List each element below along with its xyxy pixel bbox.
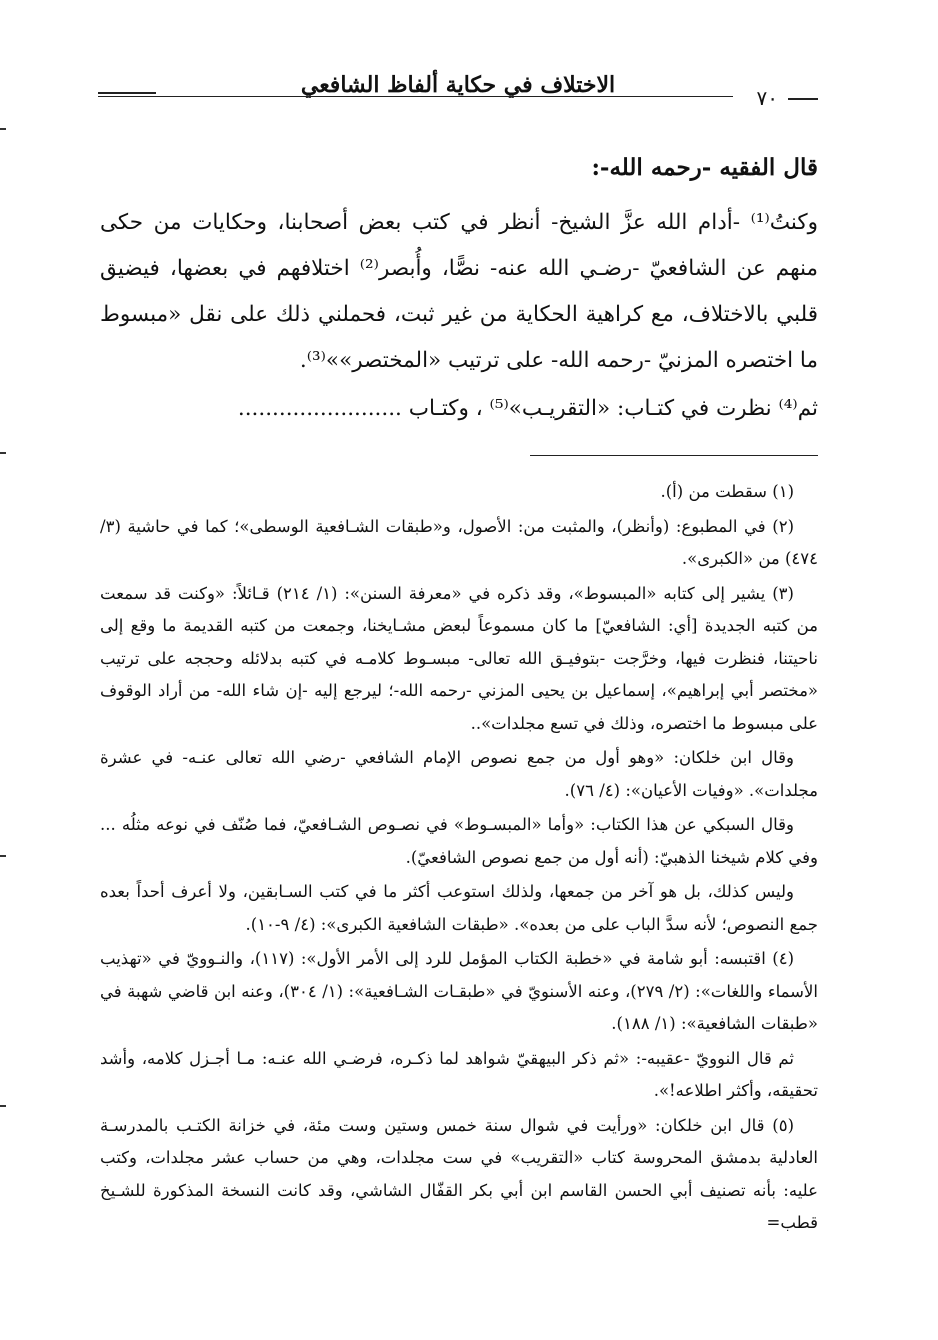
running-header [98,70,818,110]
footnote-3-cont-2: وقال السبكي عن هذا الكتاب: «وأما «المبسـوط» في نصـوص الشـافعيّ، فما صُنّف في نوعه مثلُه ... وفي كلام شيخنا الذهبيّ: (أنه أول من جمع نصوص الشافعيّ). [100,815,818,867]
footnote-5: (٥) قال ابن خلكان: «ورأيت في شوال سنة خمس وستين وست مئة، في خزانة الكتـب بالمدرسـة العادلية بدمشق المحروسة كتاب «التقريب» في ست مجلدات، وهي من حساب عشر مجلدات، وكتب عليه: بأنه تصنيف أبي الحسن القاسم ابن أبي بكر القفّال الشاشي، وقد كانت النسخة المذكورة للشـيخ قطب= [100,1115,818,1232]
margin-mark [0,452,6,454]
section-heading: قال الفقيه -رحمه الله-: [591,154,818,181]
footnote-4-cont: ثم قال النوويّ -عقيبه-: «ثم ذكر البيهقيّ شواهد لما ذكـره، فرضـي الله عنـه: مـا أجـزل كلامه، وأشد تحقيقه، وأكثر اطلاعه!». [100,1048,818,1100]
margin-mark [0,128,6,130]
margin-mark [0,1105,6,1107]
footnote-3: (٣) يشير إلى كتابه «المبسوط»، وقد ذكره في «معرفة السنن»: (١/ ٢١٤) قـائلاً: «وكنت قد سمعت من كتبه الجديدة [أي: الشافعيّ] ما كان مسموعاً لبعض مشـايخنا، وجمعت من كتبه القديمة ما وقع إلى ناحيتنا، فنظرت فيها، وخرَّجت -بتوفيـق الله تعالى- مبسـوط كلامـه في كتبه بدلائله وحججه على ترتيب «مختصر أبي إبراهيم»، إسماعيل بن يحيى المزني -رحمه الله-؛ ليرجع إليه -إن شاء الله- من أراد الوقوف على مبسوط ما اختصره، وذلك في تسع مجلدات».. [100,583,818,733]
footnote-1: (١) سقطت من (أ). [660,482,794,501]
footnotes [100,476,818,1242]
header-left-dash [98,92,156,94]
header-title: الاختلاف في حكاية ألفاظ الشافعي [291,72,625,98]
footnote-separator [530,455,818,456]
footnote-4: (٤) اقتبسه: أبو شامة في «خطبة الكتاب المؤمل للرد إلى الأمر الأول»: (١١٧)، والنـوويّ في «تهذيب الأسماء واللغات»: (٢/ ٢٧٩)، وعنه الأسنويّ في «طبقـات الشـافعية»: (١/ ٣٠٤)، وعنه ابن قاضي شهبة في «طبقات الشافعية»: (١/ ١٨٨). [100,949,818,1033]
page-number: ٧٠ [756,86,778,110]
page-number-dash [788,98,818,100]
main-paragraph: وكنتُ⁽¹⁾ -أدام الله عزَّ الشيخ- أنظر في كتب بعض أصحابنا، وحكايات من حكى منهم عن الشافعيّ -رضـي الله عنه- نصًّا، وأُبصر⁽²⁾ اختلافهم في بعضها، فيضيق قلبي بالاختلاف، مع كراهية الحكاية من غير ثبت، فحملني ذلك على نقل «مبسوط ما اختصره المزنيّ -رحمه الله- على ترتيب «المختصر»»⁽³⁾. [100,210,819,373]
header-rule [98,96,733,97]
footnote-3-cont-1: وقال ابن خلكان: «وهو أول من جمع نصوص الإمام الشافعي -رضي الله تعالى عنـه- في عشرة مجلدات». «وفيات الأعيان»: (٤/ ٧٦). [100,748,818,800]
margin-mark [0,855,6,857]
footnote-3-cont-3: وليس كذلك، بل هو آخر من جمعها، ولذلك استوعب أكثر ما في كتب السـابقين، ولا أعرف أحداً بعده جمع النصوص؛ لأنه سدَّ الباب على من بعده». «طبقات الشافعية الكبرى»: (٤/ ٩-١٠). [100,882,818,934]
footnote-2: (٢) في المطبوع: (وأنظر)، والمثبت من: الأصول، و«طبقات الشـافعية الوسطى»؛ كما في حاشية (٣/ ٤٧٤) من «الكبرى». [100,516,818,568]
main-text [100,150,818,432]
main-last-line: ثم⁽⁴⁾ نظرت في كتـاب: «التقريـب»⁽⁵⁾ ، وكتـاب ........................ [237,396,818,421]
